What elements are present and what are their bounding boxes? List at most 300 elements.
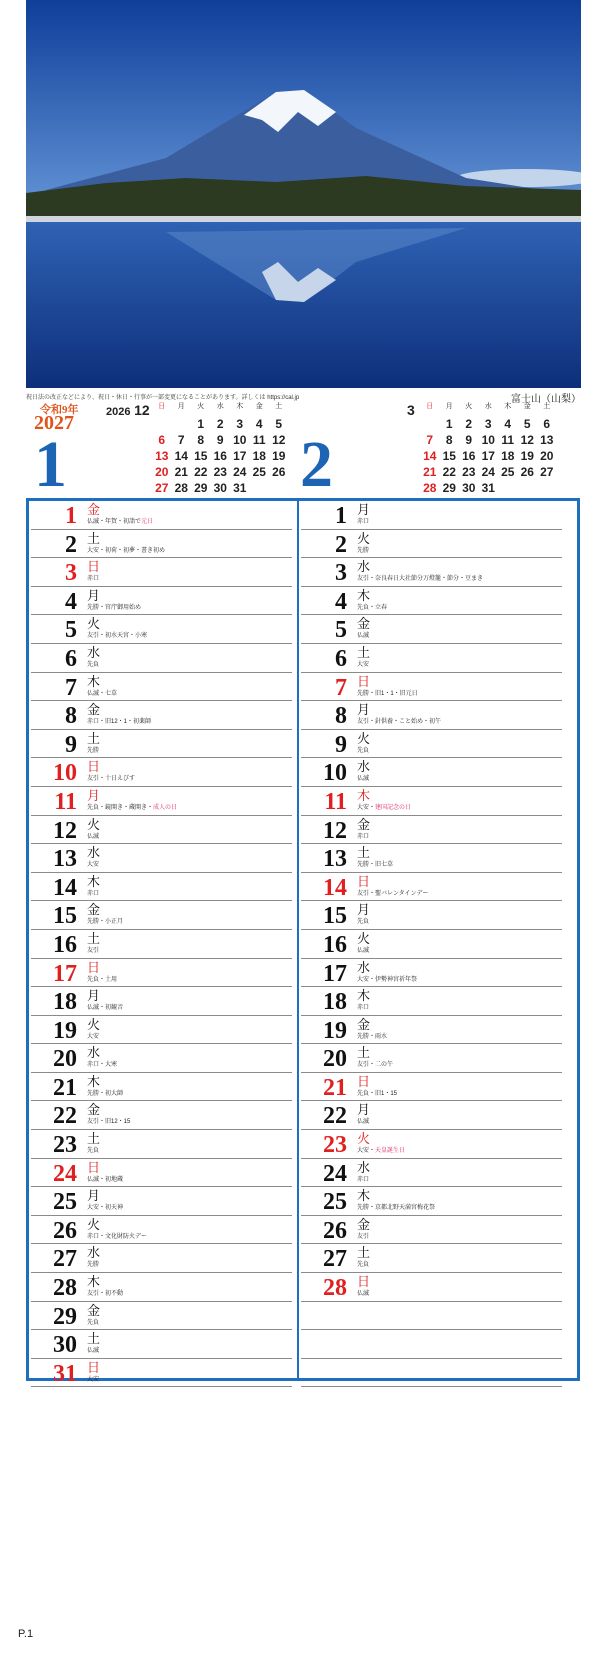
weekday-label: 火: [357, 730, 371, 746]
day-number: 22: [53, 1103, 77, 1130]
mini-day: 7: [426, 433, 434, 447]
day-row: [31, 615, 292, 644]
rokuyo-events: 先負・土用: [87, 976, 118, 983]
day-number: 8: [335, 703, 347, 730]
rokuyo-events: 仏滅: [357, 947, 370, 954]
day-number: 4: [335, 588, 347, 615]
day-row: [31, 1302, 292, 1331]
day-info: [357, 976, 417, 984]
weekday-label: 火: [357, 1131, 371, 1147]
day-info: [87, 690, 117, 698]
weekday-label: 金: [357, 616, 371, 632]
mini-day: 7: [177, 433, 185, 447]
day-number: 10: [323, 760, 347, 787]
day-number: 8: [65, 703, 77, 730]
mini-day: 6: [158, 433, 166, 447]
weekday-label: 月: [357, 902, 371, 918]
day-number: 21: [53, 1074, 77, 1101]
rokuyo-events: 友引・十日えびす: [87, 776, 136, 783]
day-number: 18: [323, 989, 347, 1016]
mini-day: 8: [445, 433, 453, 447]
day-row: [301, 930, 562, 959]
rokuyo-events: 先勝・雨水: [357, 1033, 388, 1040]
rokuyo-events: 仏滅・七草: [87, 690, 118, 697]
day-number: 20: [53, 1046, 77, 1073]
rokuyo-events: 先勝・旧1・1・旧元日: [357, 690, 418, 697]
mini-weekday: 木: [504, 403, 512, 410]
day-number: 30: [53, 1332, 77, 1359]
day-number: 5: [335, 617, 347, 644]
day-info: [87, 661, 99, 669]
day-number: 3: [65, 560, 77, 587]
weekday-label: 金: [357, 816, 371, 832]
day-info: [357, 604, 387, 612]
day-info: [87, 1176, 123, 1184]
day-number: 15: [323, 903, 347, 930]
rokuyo-events: 先負: [87, 661, 100, 668]
mini-day: 3: [484, 417, 492, 431]
day-row: [301, 758, 562, 787]
mini-weekday: 月: [445, 403, 453, 410]
weekday-label: 木: [87, 1274, 101, 1290]
mini-day: 31: [481, 481, 495, 495]
weekday-label: 水: [87, 1045, 101, 1061]
day-row: [301, 987, 562, 1016]
day-info: [357, 1176, 369, 1184]
mini-weekday: 月: [177, 403, 185, 410]
weekday-label: 日: [87, 959, 101, 975]
day-row: [301, 1130, 562, 1159]
mini-day: [152, 416, 172, 432]
day-row: [31, 1016, 292, 1045]
day-number: 7: [335, 674, 347, 701]
day-number: 9: [65, 731, 77, 758]
weekday-label: 火: [87, 616, 101, 632]
fuji-landscape-image: [26, 0, 581, 388]
rokuyo-events: 友引: [87, 947, 100, 954]
day-info: [87, 890, 99, 898]
next-month-number: 2: [300, 428, 333, 501]
day-info: [357, 1261, 369, 1269]
weekday-label: 金: [357, 1216, 371, 1232]
rokuyo-events: 仏滅: [357, 1291, 370, 1298]
day-number: 27: [53, 1246, 77, 1273]
day-number: 17: [323, 960, 347, 987]
weekday-label: 土: [87, 1131, 101, 1147]
day-row: [301, 501, 562, 530]
rokuyo-events: 友引・初不動: [87, 1291, 124, 1298]
day-number: 2: [335, 531, 347, 558]
day-row: [31, 1330, 292, 1359]
mini-day: 19: [272, 449, 286, 463]
mini-day: 19: [520, 449, 534, 463]
mini-weekday: 水: [484, 403, 492, 410]
day-row: [31, 1187, 292, 1216]
mini-day: [498, 480, 518, 496]
rokuyo-events: 先勝・初大師: [87, 1090, 124, 1097]
weekday-label: 土: [357, 1245, 371, 1261]
day-info: [87, 1090, 123, 1098]
day-info: [87, 747, 99, 755]
mini-day: 17: [233, 449, 247, 463]
mini-next-month: 3: [407, 402, 415, 418]
mini-day: [518, 480, 538, 496]
weekday-label: 月: [87, 1188, 101, 1204]
mini-day: 30: [462, 481, 476, 495]
rokuyo-events: 大安: [357, 661, 370, 668]
rokuyo-events: 仏滅・年賀・初詣で: [87, 519, 142, 525]
mini-day: 10: [481, 433, 495, 447]
empty-row: [301, 1302, 562, 1331]
day-info: [357, 861, 393, 869]
mini-day: 12: [520, 433, 534, 447]
day-info: [87, 947, 99, 955]
day-number: 26: [53, 1217, 77, 1244]
empty-row: [301, 1359, 562, 1388]
day-info: [357, 1033, 387, 1041]
mini-day: 14: [423, 449, 437, 463]
day-info: [357, 1204, 435, 1212]
day-info: [357, 1290, 369, 1298]
weekday-label: 土: [357, 644, 371, 660]
mini-calendar-next: [420, 400, 557, 496]
mini-weekday: 土: [275, 403, 283, 410]
day-row: [301, 1044, 562, 1073]
day-info: [357, 1233, 369, 1241]
day-number: 14: [323, 874, 347, 901]
day-number: 28: [323, 1275, 347, 1302]
rokuyo-events: 先負・旧1・15: [357, 1090, 398, 1097]
day-number: 26: [323, 1217, 347, 1244]
day-info: [87, 1376, 99, 1384]
day-row: [301, 873, 562, 902]
weekday-label: 金: [87, 902, 101, 918]
day-info: [87, 1290, 123, 1298]
mini-day: 23: [213, 465, 227, 479]
day-number: 7: [65, 674, 77, 701]
day-row: [31, 959, 292, 988]
day-info: [87, 804, 177, 812]
rokuyo-events: 先勝: [357, 547, 370, 554]
rokuyo-events: 赤口・大寒: [87, 1062, 118, 1069]
day-row: [31, 873, 292, 902]
mini-day: 8: [197, 433, 205, 447]
mini-weekday: 日: [426, 403, 434, 410]
rokuyo-events: 先負: [87, 1319, 100, 1326]
mini-day: 28: [174, 481, 188, 495]
mini-next-title: [407, 402, 415, 418]
mini-weekday: 金: [255, 403, 263, 410]
rokuyo-events: 先勝・小正月: [87, 919, 124, 926]
day-info: [357, 661, 369, 669]
era-label: 令和9年: [40, 404, 79, 416]
day-info: [87, 718, 151, 726]
holiday-name: 天皇誕生日: [375, 1148, 406, 1155]
weekday-label: 月: [87, 787, 101, 803]
mini-day: [537, 480, 557, 496]
mini-weekday: 木: [236, 403, 244, 410]
day-number: 25: [53, 1189, 77, 1216]
holiday-name: 建国記念の日: [375, 804, 412, 811]
weekday-label: 火: [357, 930, 371, 946]
day-info: [357, 804, 411, 812]
day-row: [301, 901, 562, 930]
rokuyo-events: 先負: [357, 747, 370, 754]
day-info: [87, 918, 123, 926]
january-column: [31, 501, 292, 1387]
day-number: 24: [323, 1160, 347, 1187]
day-row: [31, 1159, 292, 1188]
day-number: 13: [323, 846, 347, 873]
rokuyo-events: 大安・初荷・初夢・書き初め: [87, 547, 166, 554]
february-column: [301, 501, 562, 1387]
day-number: 29: [53, 1303, 77, 1330]
mini-day: 18: [501, 449, 515, 463]
mini-day: 25: [501, 465, 515, 479]
day-number: 24: [53, 1160, 77, 1187]
mini-day: 2: [465, 417, 473, 431]
mini-prev-month: 12: [134, 402, 150, 418]
day-row: [31, 787, 292, 816]
day-info: [87, 547, 165, 555]
mini-day: 25: [252, 465, 266, 479]
day-row: [301, 1216, 562, 1245]
mini-day: 14: [174, 449, 188, 463]
rokuyo-events: 赤口: [87, 890, 100, 897]
rokuyo-events: 先負・鏡開き・蔵開き・: [87, 804, 154, 811]
day-info: [87, 1347, 99, 1355]
mini-day: 2: [216, 417, 224, 431]
day-number: 25: [323, 1189, 347, 1216]
mini-day: 16: [462, 449, 476, 463]
day-info: [87, 632, 147, 640]
weekday-label: 日: [357, 1073, 371, 1089]
rokuyo-events: 友引・針供養・こと始め・初午: [357, 719, 442, 726]
day-row: [301, 644, 562, 673]
day-info: [357, 747, 369, 755]
rokuyo-events: 大安・初天神: [87, 1205, 124, 1212]
day-row: [301, 558, 562, 587]
mini-day: [172, 416, 192, 432]
weekday-label: 火: [87, 1216, 101, 1232]
day-row: [31, 901, 292, 930]
day-row: [31, 558, 292, 587]
day-info: [357, 1061, 393, 1069]
day-info: [357, 1090, 397, 1098]
day-number: 16: [323, 931, 347, 958]
day-info: [357, 547, 369, 555]
mini-prev-title: [106, 402, 150, 418]
rokuyo-events: 友引・奈良春日大社節分万燈籠・節分・豆まき: [357, 576, 484, 583]
rokuyo-events: 友引: [357, 1233, 370, 1240]
mini-weekday: 火: [197, 403, 205, 410]
mini-weekday: 金: [523, 403, 531, 410]
year-label: 2027: [34, 412, 74, 434]
weekday-label: 水: [87, 845, 101, 861]
rokuyo-events: 友引・聖バレンタインデー: [357, 890, 429, 897]
rokuyo-events: 仏滅: [87, 833, 100, 840]
mini-day: 23: [462, 465, 476, 479]
day-number: 23: [53, 1132, 77, 1159]
day-number: 9: [335, 731, 347, 758]
rokuyo-events: 先勝・京都北野天満宮梅花祭: [357, 1205, 436, 1212]
day-row: [31, 758, 292, 787]
weekday-label: 木: [87, 673, 101, 689]
weekday-label: 金: [357, 1016, 371, 1032]
mini-weekday: 日: [158, 403, 166, 410]
weekday-label: 土: [357, 845, 371, 861]
fuji-photo: [26, 0, 581, 388]
weekday-label: 土: [87, 530, 101, 546]
mini-day: 20: [155, 465, 169, 479]
day-info: [357, 1118, 369, 1126]
day-number: 19: [53, 1017, 77, 1044]
day-info: [87, 1033, 99, 1041]
rokuyo-events: 仏滅・初地蔵: [87, 1176, 124, 1183]
day-row: [31, 1244, 292, 1273]
day-number: 1: [335, 503, 347, 529]
weekday-label: 火: [357, 530, 371, 546]
day-info: [87, 1147, 99, 1155]
rokuyo-events: 友引・初水天宮・小寒: [87, 633, 148, 640]
weekday-label: 土: [87, 930, 101, 946]
mini-day: 27: [540, 465, 554, 479]
day-row: [301, 1101, 562, 1130]
day-number: 12: [53, 817, 77, 844]
rokuyo-events: 先負・立春: [357, 604, 388, 611]
rokuyo-events: 先負: [87, 1148, 100, 1155]
weekday-label: 火: [87, 1016, 101, 1032]
weekday-label: 金: [87, 1102, 101, 1118]
mini-day: 21: [423, 465, 437, 479]
weekday-label: 水: [357, 559, 371, 575]
day-info: [357, 518, 369, 526]
weekday-label: 木: [87, 873, 101, 889]
rokuyo-events: 友引・旧12・15: [87, 1119, 131, 1126]
day-number: 17: [53, 960, 77, 987]
day-row: [301, 587, 562, 616]
rokuyo-events: 赤口: [357, 833, 370, 840]
mini-day: 18: [252, 449, 266, 463]
day-row: [301, 1073, 562, 1102]
weekday-label: 木: [357, 587, 371, 603]
day-info: [357, 947, 369, 955]
day-number: 22: [323, 1103, 347, 1130]
day-number: 21: [323, 1074, 347, 1101]
weekday-label: 日: [87, 759, 101, 775]
weekday-label: 金: [87, 1302, 101, 1318]
holiday-name: 成人の日: [153, 804, 178, 811]
day-info: [357, 918, 369, 926]
photo-caption: 富士山（山梨）: [511, 394, 581, 405]
day-row: [31, 644, 292, 673]
rokuyo-events: 大安: [87, 1033, 100, 1040]
weekday-label: 月: [357, 502, 371, 517]
holiday-note: 祝日法の改正などにより、祝日・休日・行事が一部変更になることがあります。詳しくは https://cal.jp: [26, 395, 300, 401]
day-info: [87, 775, 135, 783]
day-number: 14: [53, 874, 77, 901]
mini-day: 31: [233, 481, 247, 495]
rokuyo-events: 赤口: [87, 576, 100, 583]
day-number: 10: [53, 760, 77, 787]
day-number: 11: [54, 788, 77, 815]
mini-day: [420, 416, 440, 432]
rokuyo-events: 先負: [357, 1262, 370, 1269]
day-number: 31: [53, 1360, 77, 1387]
day-info: [87, 518, 153, 526]
mini-day: 17: [481, 449, 495, 463]
day-row: [301, 1159, 562, 1188]
day-row: [31, 730, 292, 759]
day-info: [357, 718, 441, 726]
rokuyo-events: 先勝: [87, 1262, 100, 1269]
day-row: [301, 844, 562, 873]
day-row: [31, 1216, 292, 1245]
empty-row: [301, 1330, 562, 1359]
weekday-label: 土: [87, 730, 101, 746]
day-number: 16: [53, 931, 77, 958]
weekday-label: 木: [357, 988, 371, 1004]
day-info: [87, 1261, 99, 1269]
day-row: [301, 673, 562, 702]
rokuyo-events: 大安: [87, 862, 100, 869]
day-info: [357, 890, 429, 898]
mini-day: 30: [213, 481, 227, 495]
day-number: 23: [323, 1132, 347, 1159]
day-row: [31, 701, 292, 730]
weekday-label: 日: [87, 559, 101, 575]
rokuyo-events: 先勝・旧七草: [357, 862, 394, 869]
weekday-label: 火: [87, 816, 101, 832]
rokuyo-events: 大安・伊勢神宮祈年祭: [357, 976, 418, 983]
mini-day: 9: [465, 433, 473, 447]
day-row: [31, 587, 292, 616]
day-row: [301, 530, 562, 559]
mini-day: 28: [423, 481, 437, 495]
day-info: [87, 861, 99, 869]
day-row: [31, 501, 292, 530]
rokuyo-events: 大安・: [357, 1148, 376, 1155]
rokuyo-events: 赤口・文化財防火デー: [87, 1233, 148, 1240]
rokuyo-events: 大安・: [357, 804, 376, 811]
rokuyo-events: 赤口: [357, 1005, 370, 1012]
mini-weekday: 土: [543, 403, 551, 410]
day-info: [87, 1319, 99, 1327]
day-row: [301, 701, 562, 730]
rokuyo-events: 先勝: [87, 747, 100, 754]
mini-day: 26: [272, 465, 286, 479]
day-number: 6: [65, 645, 77, 672]
mini-day: 4: [504, 417, 512, 431]
rokuyo-events: 赤口・旧12・1・初薬師: [87, 719, 152, 726]
day-number: 1: [65, 503, 77, 529]
page-number: P.1: [18, 1628, 34, 1640]
mini-day: 11: [252, 433, 266, 447]
mini-day: 20: [540, 449, 554, 463]
day-row: [31, 1044, 292, 1073]
day-row: [301, 1016, 562, 1045]
day-number: 5: [65, 617, 77, 644]
column-divider: [297, 501, 299, 1378]
day-number: 20: [323, 1046, 347, 1073]
mini-day: 13: [540, 433, 554, 447]
weekday-label: 日: [357, 873, 371, 889]
day-info: [87, 604, 141, 612]
day-row: [31, 1359, 292, 1388]
weekday-label: 日: [87, 1159, 101, 1175]
day-info: [357, 632, 369, 640]
rokuyo-events: 仏滅: [87, 1348, 100, 1355]
